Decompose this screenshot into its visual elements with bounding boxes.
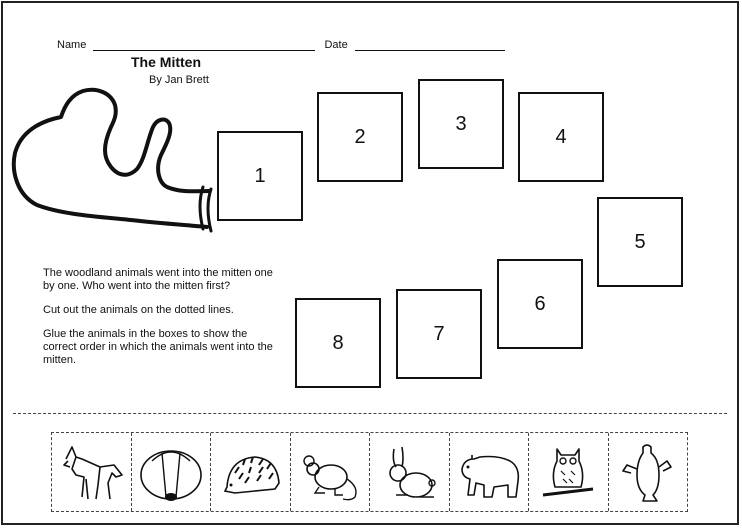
bear-icon — [454, 439, 524, 505]
sequence-box-1 — [217, 131, 303, 221]
hedgehog-icon — [215, 439, 285, 505]
owl-icon — [533, 439, 603, 505]
box-number: 8 — [332, 331, 344, 354]
instruction-2: Cut out the animals on the dotted lines. — [43, 304, 234, 316]
animal-cell-owl[interactable] — [529, 433, 609, 511]
mitten-icon — [7, 87, 217, 237]
header-fields — [57, 39, 505, 51]
worksheet-title: The Mitten — [131, 54, 201, 70]
animal-cell-mole[interactable] — [609, 433, 688, 511]
fox-icon — [56, 439, 126, 505]
badger-icon — [136, 439, 206, 505]
box-number: 5 — [634, 230, 646, 253]
sequence-box-4 — [518, 92, 604, 182]
sequence-box-6 — [497, 259, 583, 349]
box-number: 6 — [534, 292, 546, 315]
box-number: 3 — [455, 112, 467, 135]
sequence-box-7 — [396, 289, 482, 379]
instruction-3: Glue the animals in the boxes to show the correct order in which the animals went into the mitten. — [43, 328, 273, 366]
animal-cell-badger[interactable] — [132, 433, 212, 511]
box-number: 7 — [433, 322, 445, 345]
mouse-icon — [295, 439, 365, 505]
instruction-1: The woodland animals went into the mitten one by one. Who went into the mitten first? — [43, 267, 273, 292]
sequence-box-8 — [295, 298, 381, 388]
box-number: 4 — [555, 125, 567, 148]
worksheet-page — [1, 1, 739, 525]
date-line — [355, 39, 505, 51]
name-line — [93, 39, 315, 51]
mole-icon — [613, 439, 683, 505]
sequence-box-3 — [418, 79, 504, 169]
animal-cell-fox[interactable] — [52, 433, 132, 511]
animal-cutout-strip — [51, 432, 688, 512]
box-number: 1 — [254, 164, 266, 187]
sequence-box-5 — [597, 197, 683, 287]
animal-cell-bear[interactable] — [450, 433, 530, 511]
animal-cell-mouse[interactable] — [291, 433, 371, 511]
sequence-box-2 — [317, 92, 403, 182]
rabbit-icon — [374, 439, 444, 505]
instructions — [43, 267, 283, 378]
date-label: Date — [324, 39, 348, 51]
name-label: Name — [57, 39, 87, 51]
cut-line — [13, 413, 727, 414]
worksheet-author: By Jan Brett — [149, 74, 209, 86]
animal-cell-hedgehog[interactable] — [211, 433, 291, 511]
animal-cell-rabbit[interactable] — [370, 433, 450, 511]
box-number: 2 — [354, 125, 366, 148]
